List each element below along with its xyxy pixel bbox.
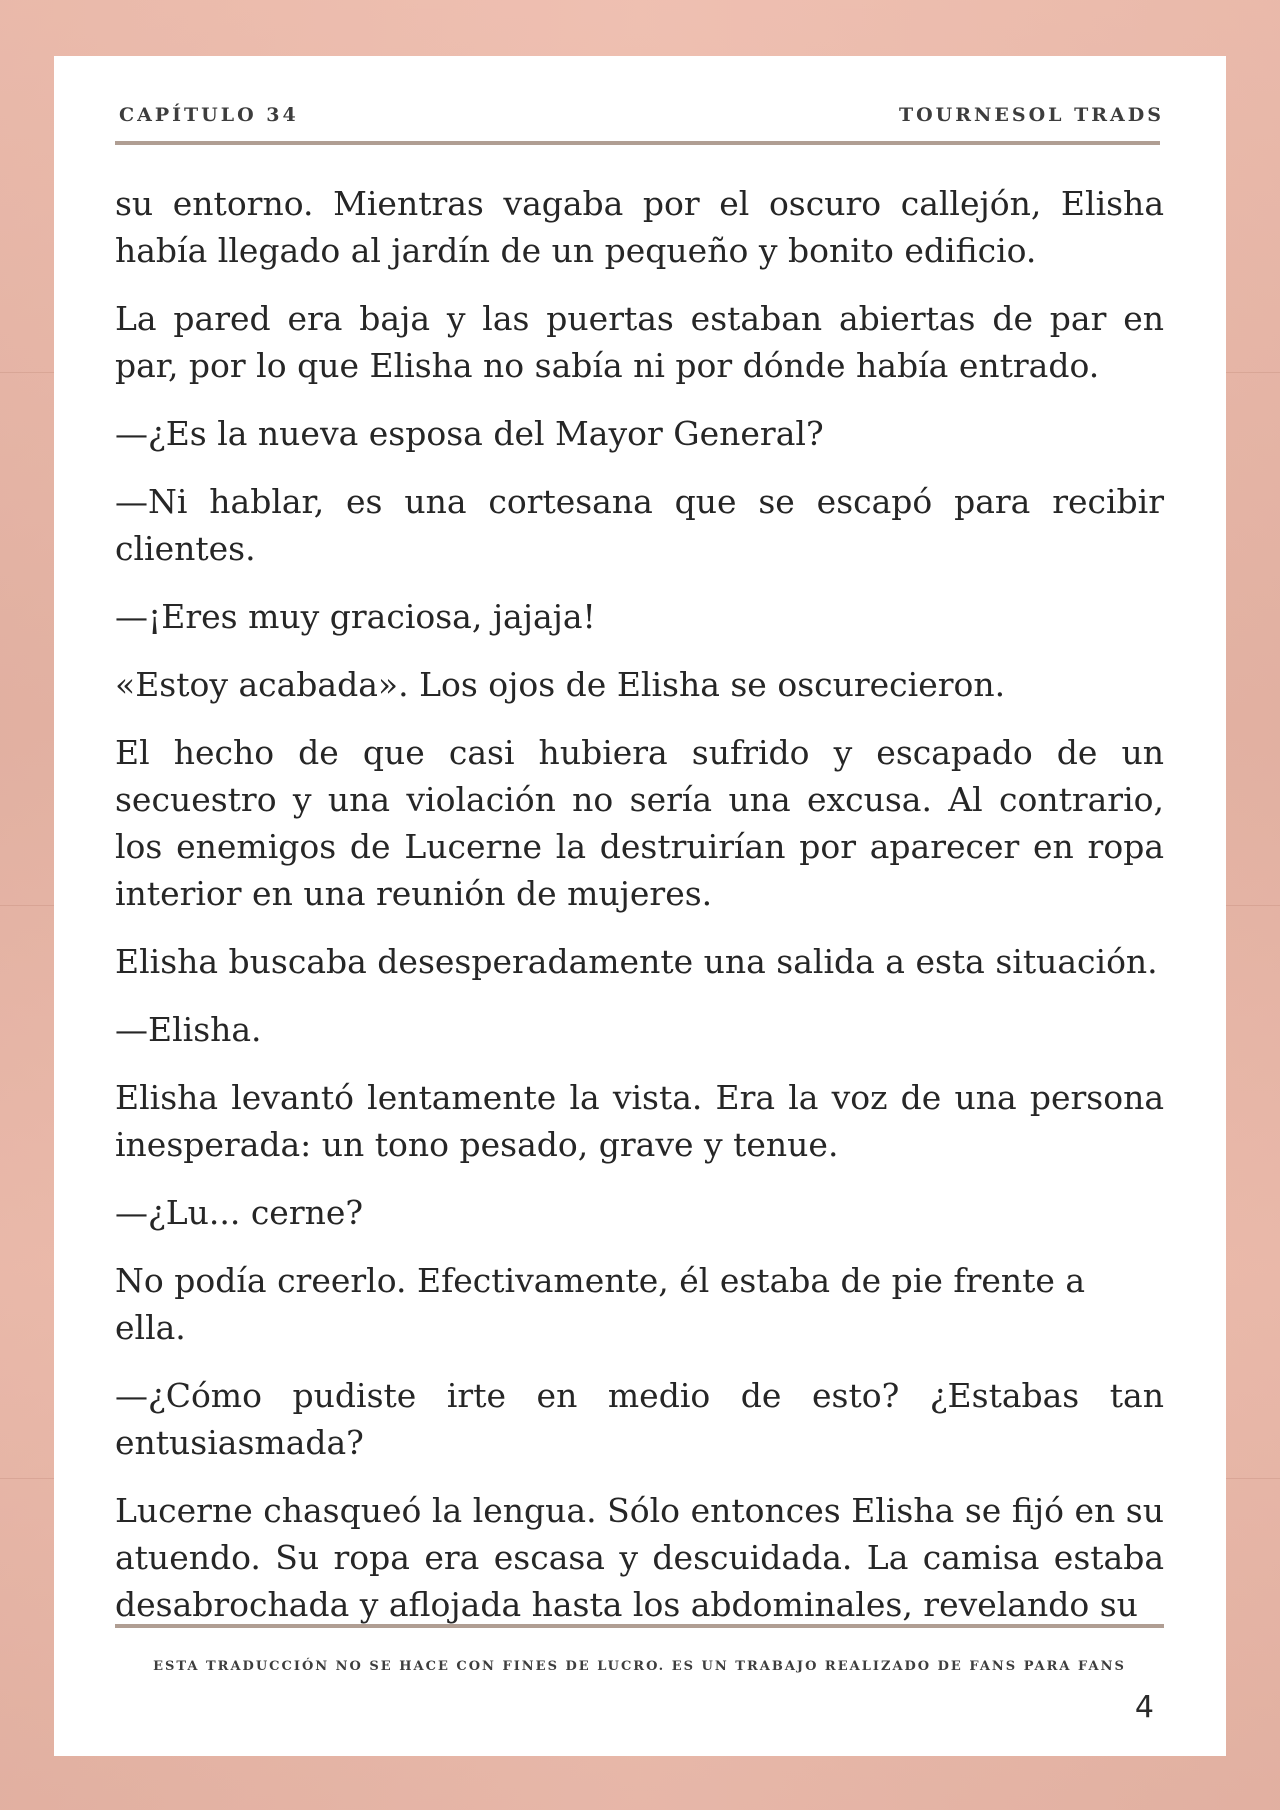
header-divider <box>115 141 1160 145</box>
footer-disclaimer: ESTA TRADUCCIÓN NO SE HACE CON FINES DE LUCRO. ES UN TRABAJO REALIZADO DE FANS PARA FANS <box>153 1659 1126 1674</box>
chapter-label: CAPÍTULO 34 <box>119 104 299 126</box>
paragraph: —¿Cómo pudiste irte en medio de esto? ¿Estabas tan entusiasmada? <box>115 1376 1164 1462</box>
paragraph: Elisha buscaba desesperadamente una salida a esta situación. <box>115 942 1158 981</box>
paragraph: No podía creerlo. Efectivamente, él estaba de pie frente a ella. <box>115 1261 1086 1347</box>
paragraph: —¡Eres muy graciosa, jajaja! <box>115 597 596 636</box>
paragraph: La pared era baja y las puertas estaban abiertas de par en par, por lo que Elisha no sabía ni por dónde había entrado. <box>115 299 1164 385</box>
paragraph: —Elisha. <box>115 1010 262 1049</box>
page-body <box>115 180 1164 1649</box>
translator-group-label: TOURNESOL TRADS <box>898 104 1164 126</box>
paragraph: su entorno. Mientras vagaba por el oscuro callejón, Elisha había llegado al jardín de un pequeño y bonito edificio. <box>115 184 1164 270</box>
page-number: 4 <box>1134 1690 1154 1725</box>
book-page <box>54 56 1226 1756</box>
paragraph: Elisha levantó lentamente la vista. Era la voz de una persona inesperada: un tono pesado, grave y tenue. <box>115 1078 1164 1164</box>
page-header <box>119 104 1164 144</box>
paragraph: Lucerne chasqueó la lengua. Sólo entonces Elisha se fijó en su atuendo. Su ropa era escasa y descuidada. La camisa estaba desabrochada y aflojada hasta los abdominales, revelando su <box>115 1491 1164 1624</box>
paragraph: —Ni hablar, es una cortesana que se escapó para recibir clientes. <box>115 482 1164 568</box>
paragraph: —¿Lu... cerne? <box>115 1193 364 1232</box>
paragraph: El hecho de que casi hubiera sufrido y escapado de un secuestro y una violación no sería una excusa. Al contrario, los enemigos de Lucerne la destruirían por aparecer en ropa interior en una reunión de mujeres. <box>115 733 1164 913</box>
paragraph: «Estoy acabada». Los ojos de Elisha se oscurecieron. <box>115 665 1006 704</box>
paragraph: —¿Es la nueva esposa del Mayor General? <box>115 414 824 453</box>
footer-divider <box>115 1624 1164 1628</box>
